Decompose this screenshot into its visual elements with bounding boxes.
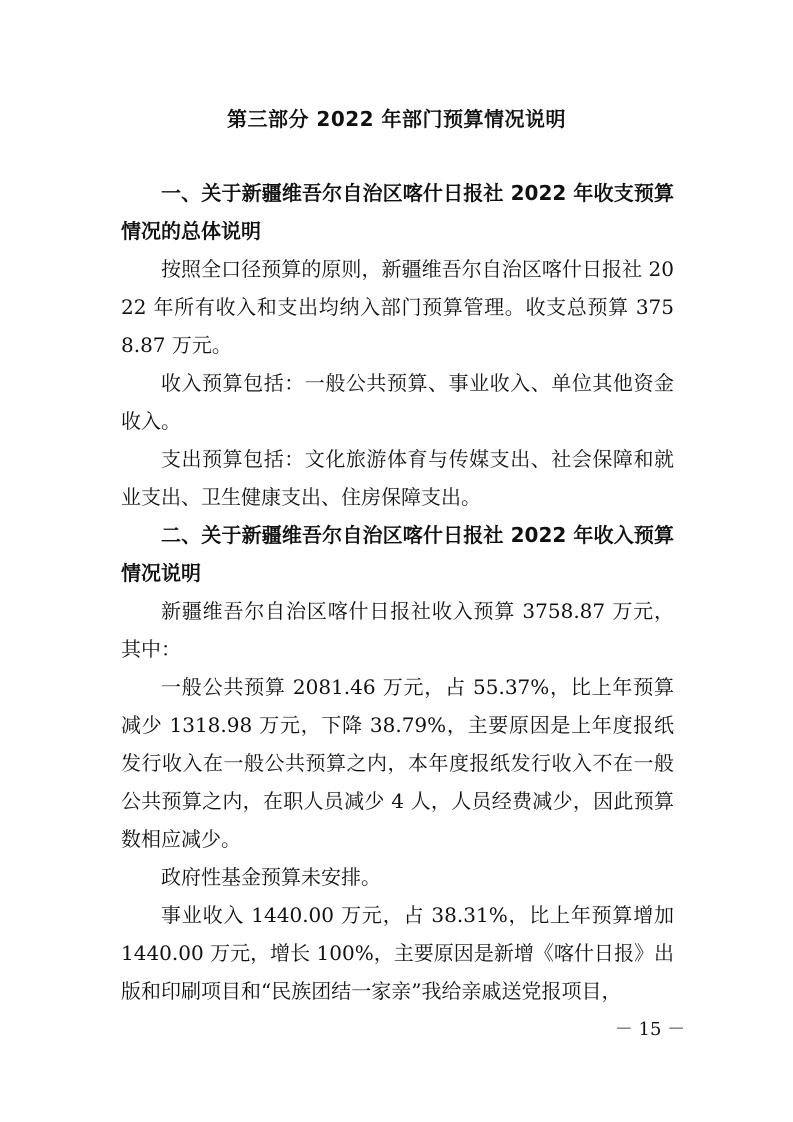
paragraph-overview: 按照全口径预算的原则，新疆维吾尔自治区喀什日报社 2022 年所有收入和支出均纳入部门预算管理。收支总预算 3758.87 万元。 bbox=[121, 257, 674, 357]
paragraph-expense-composition: 支出预算包括：文化旅游体育与传媒支出、社会保障和就业支出、卫生健康支出、住房保障支出。 bbox=[121, 447, 674, 509]
document-body bbox=[121, 174, 674, 1010]
paragraph-income-total: 新疆维吾尔自治区喀什日报社收入预算 3758.87 万元，其中： bbox=[121, 599, 674, 661]
section-heading-2: 二、关于新疆维吾尔自治区喀什日报社 2022 年收入预算情况说明 bbox=[121, 523, 674, 585]
paragraph-government-fund: 政府性基金预算未安排。 bbox=[161, 865, 381, 889]
paragraph-general-budget: 一般公共预算 2081.46 万元，占 55.37%，比上年预算减少 1318.98 万元，下降 38.79%，主要原因是上年度报纸发行收入在一般公共预算之内，本年度报纸发行收入不在一般公共预算之内，在职人员减少 4 人，人员经费减少，因此预算数相应减少。 bbox=[121, 675, 674, 851]
paragraph-income-composition: 收入预算包括：一般公共预算、事业收入、单位其他资金收入。 bbox=[121, 371, 674, 433]
page-number: － 15 － bbox=[614, 1019, 686, 1040]
section-heading-1: 一、关于新疆维吾尔自治区喀什日报社 2022 年收支预算情况的总体说明 bbox=[121, 181, 674, 243]
page-title: 第三部分 2022 年部门预算情况说明 bbox=[226, 107, 567, 131]
paragraph-business-income: 事业收入 1440.00 万元，占 38.31%，比上年预算增加 1440.00 万元，增长 100%，主要原因是新增《喀什日报》出版和印刷项目和“民族团结一家亲”我给亲戚送党报项目， bbox=[121, 903, 674, 1003]
